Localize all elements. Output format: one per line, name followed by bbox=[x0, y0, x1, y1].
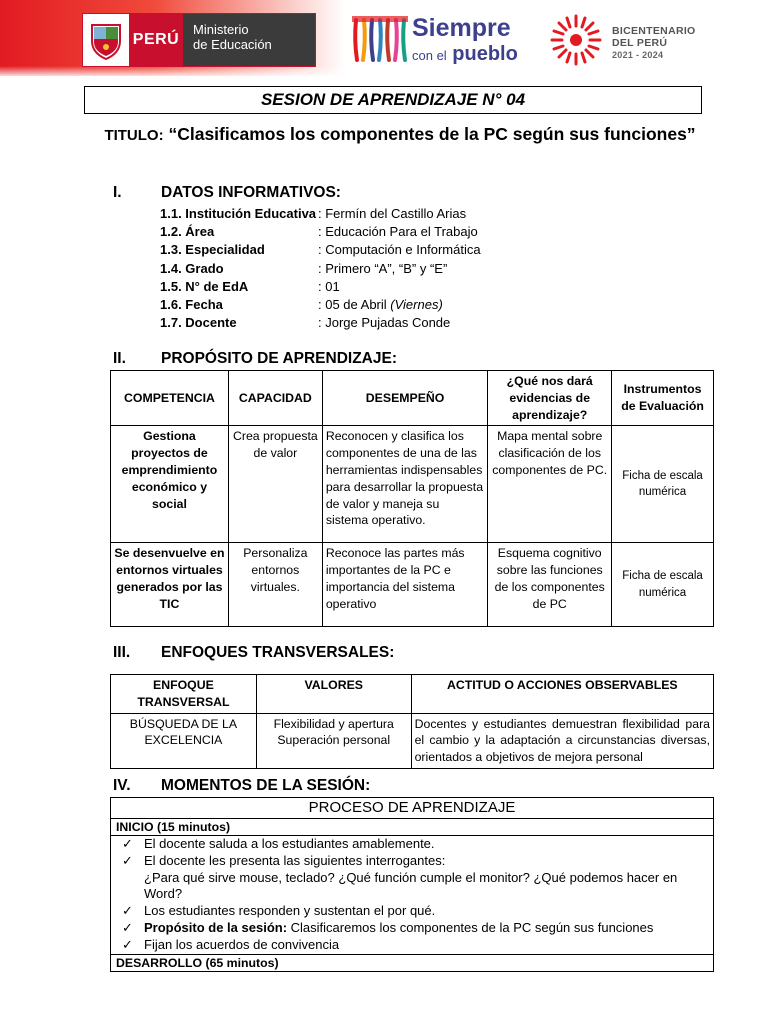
peru-label: PERÚ bbox=[132, 31, 180, 48]
section-momentos-heading: IV. MOMENTOS DE LA SESIÓN: bbox=[113, 777, 371, 794]
table-row: Se desenvuelve en entornos virtuales generados por las TIC Personaliza entornos virtuales. Reconoce las partes más importantes de la PC e importancia del sistema operativo Esquema cognitivo sobre las funciones de los componentes de PC Ficha de escala numérica bbox=[111, 543, 714, 627]
bicentenario-logo: BICENTENARIO DEL PERÚ 2021 - 2024 bbox=[548, 12, 718, 68]
ministerio-label: Ministerio de Educación bbox=[183, 14, 315, 66]
table-header: CAPACIDAD bbox=[228, 371, 322, 426]
peru-shield-icon bbox=[83, 14, 129, 66]
datos-row: 1.4. Grado : Primero “A”, “B” y “E” bbox=[160, 260, 448, 276]
datos-row: 1.6. Fecha : 05 de Abril (Viernes) bbox=[160, 297, 443, 313]
inicio-label: INICIO (15 minutos) bbox=[111, 819, 714, 836]
section-enfoques-heading: III. ENFOQUES TRANSVERSALES: bbox=[113, 644, 395, 661]
session-topic: TITULO: “Clasificamos los componentes de la PC según sus funciones” bbox=[104, 124, 696, 144]
section-proposito-heading: II. PROPÓSITO DE APRENDIZAJE: bbox=[113, 350, 397, 367]
datos-row: 1.5. N° de EdA : 01 bbox=[160, 278, 340, 294]
list-item: ✓ Propósito de la sesión: Clasificaremos los componentes de la PC según sus funciones bbox=[122, 919, 654, 935]
siempre-label: Siempre bbox=[412, 14, 511, 42]
datos-informativos bbox=[160, 205, 481, 332]
list-item: ✓ Fijan los acuerdos de convivencia bbox=[122, 936, 340, 952]
table-header: DESEMPEÑO bbox=[322, 371, 488, 426]
desarrollo-label: DESARROLLO (65 minutos) bbox=[111, 954, 714, 971]
enfoques-table bbox=[110, 674, 714, 769]
datos-row: 1.2. Área : Educación Para el Trabajo bbox=[160, 224, 478, 240]
check-icon: ✓ bbox=[122, 836, 133, 851]
table-row: BÚSQUEDA DE LA EXCELENCIA Flexibilidad y apertura Superación personal Docentes y estudiantes demuestran flexibilidad para el cambio y la adaptación a circunstancias diversas, orientados a objetivos de mejora personal bbox=[111, 713, 714, 768]
proposito-table bbox=[110, 370, 714, 627]
siempre-bars-icon bbox=[350, 14, 410, 66]
table-header: ¿Qué nos dará evidencias de aprendizaje? bbox=[488, 371, 612, 426]
table-header: ACTITUD O ACCIONES OBSERVABLES bbox=[411, 675, 713, 714]
list-item: ✓ Los estudiantes responden y sustentan el por qué. bbox=[122, 903, 436, 919]
check-icon: ✓ bbox=[122, 903, 133, 919]
session-title: SESION DE APRENDIZAJE N° 04 bbox=[84, 86, 702, 114]
section-datos-heading: I. DATOS INFORMATIVOS: bbox=[113, 184, 341, 201]
inicio-content bbox=[111, 836, 714, 955]
table-header: ENFOQUE TRANSVERSAL bbox=[111, 675, 257, 714]
table-header: VALORES bbox=[256, 675, 411, 714]
datos-row: 1.3. Especialidad : Computación e Informática bbox=[160, 242, 481, 258]
bicentenario-emblem-icon bbox=[548, 12, 604, 68]
check-icon: ✓ bbox=[122, 936, 133, 952]
datos-row: 1.7. Docente : Jorge Pujadas Conde bbox=[160, 315, 451, 331]
check-icon: ✓ bbox=[122, 919, 133, 935]
momentos-table bbox=[110, 797, 714, 972]
table-header: Instrumentos de Evaluación bbox=[612, 371, 714, 426]
proceso-header: PROCESO DE APRENDIZAJE bbox=[111, 798, 714, 819]
table-header: COMPETENCIA bbox=[111, 371, 229, 426]
ministerio-logo bbox=[82, 13, 316, 67]
siempre-con-el-pueblo-logo: Siempre con el pueblo bbox=[350, 10, 520, 70]
list-item: ✓ El docente les presenta las siguientes interrogantes: ¿Para qué sirve mouse, teclado? ¿Qué función cumple el monitor? ¿Qué podemos hacer en Word? bbox=[122, 852, 678, 902]
table-row: Gestiona proyectos de emprendimiento económico y social Crea propuesta de valor Reconocen y clasifica los componentes de una de las herramientas indispensables para desarrollar la propuesta de valor y maneja su sistema operativo. Mapa mental sobre clasificación de los componentes de PC. Ficha de escala numérica bbox=[111, 426, 714, 543]
datos-row: 1.1. Institución Educativa : Fermín del Castillo Arias bbox=[160, 206, 467, 221]
list-item: ✓ El docente saluda a los estudiantes amablemente. bbox=[122, 836, 435, 851]
check-icon: ✓ bbox=[122, 852, 133, 868]
